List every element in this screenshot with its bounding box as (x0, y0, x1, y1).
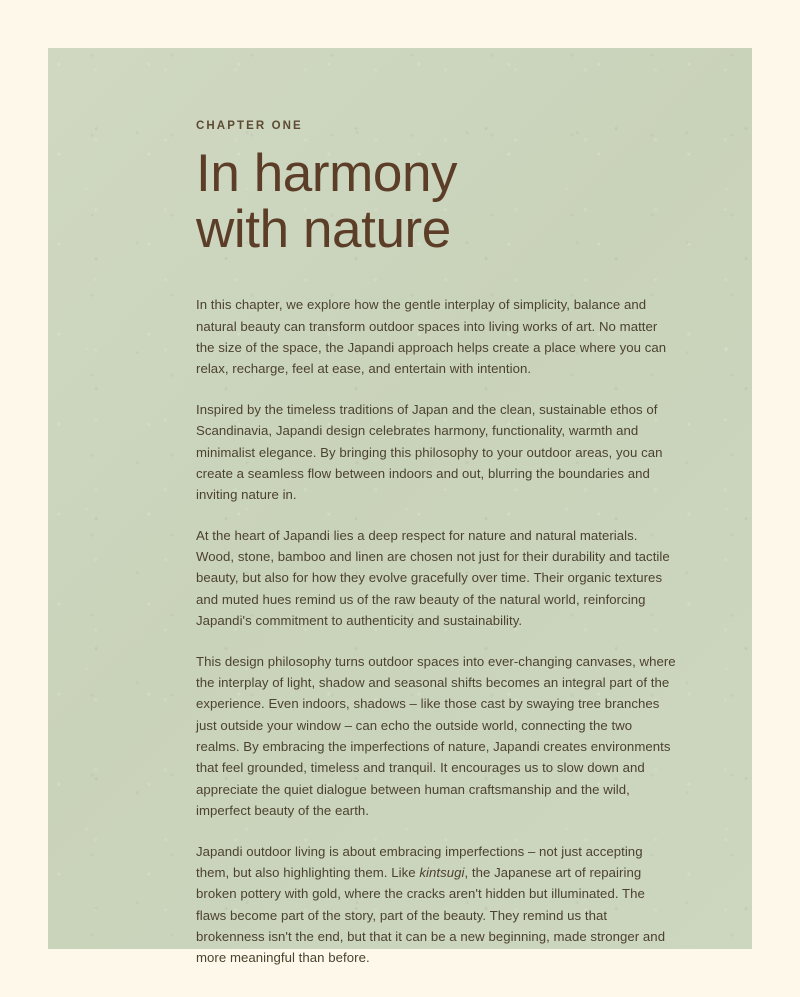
chapter-content (196, 120, 676, 969)
body-paragraph: At the heart of Japandi lies a deep respect for nature and natural materials. Wood, stone, bamboo and linen are chosen not just for their durability and tactile beauty, but also for how they evolve gracefully over time. Their organic textures and muted hues remind us of the raw beauty of the natural world, reinforcing Japandi's commitment to authenticity and sustainability. (196, 527, 670, 629)
chapter-body (196, 294, 676, 969)
body-paragraph-final (196, 841, 676, 969)
body-paragraph: This design philosophy turns outdoor spaces into ever-changing canvases, where the interplay of light, shadow and seasonal shifts becomes an integral part of the experience. Even indoors, shadows – like those cast by swaying tree branches just outside your window – can echo the outside world, connecting the two realms. By embracing the imperfections of nature, Japandi creates environments that feel grounded, timeless and tranquil. It encourages us to slow down and appreciate the quiet dialogue between human craftsmanship and the wild, imperfect beauty of the earth. (196, 653, 676, 819)
page-title-line-1: In harmony (196, 144, 458, 203)
chapter-eyebrow: CHAPTER ONE (196, 120, 303, 132)
final-paragraph-emphasis: kintsugi (419, 864, 465, 880)
page-title-line-2: with nature (196, 200, 451, 260)
body-paragraph: Inspired by the timeless traditions of Japan and the clean, sustainable ethos of Scandinavia, Japandi design celebrates harmony, functionality, warmth and minimalist elegance. By bringing this philosophy to your outdoor areas, you can create a seamless flow between indoors and out, blurring the boundaries and inviting nature in. (196, 401, 663, 503)
page-title (196, 146, 676, 258)
final-paragraph-part-2: , the Japanese art of repairing broken pottery with gold, where the cracks aren't hidden but illuminated. The flaws become part of the story, part of the beauty. They remind us that brokenness isn't the end, but that it can be a new beginning, made stronger and more meaningful than before. (196, 864, 666, 966)
final-paragraph-part-1: Japandi outdoor living is about embracing imperfections – not just accepting them, but also highlighting them. Like (196, 843, 643, 880)
body-paragraph: In this chapter, we explore how the gentle interplay of simplicity, balance and natural beauty can transform outdoor spaces into living works of art. No matter the size of the space, the Japandi approach helps create a place where you can relax, recharge, feel at ease, and entertain with intention. (196, 297, 667, 377)
chapter-page (48, 48, 752, 966)
